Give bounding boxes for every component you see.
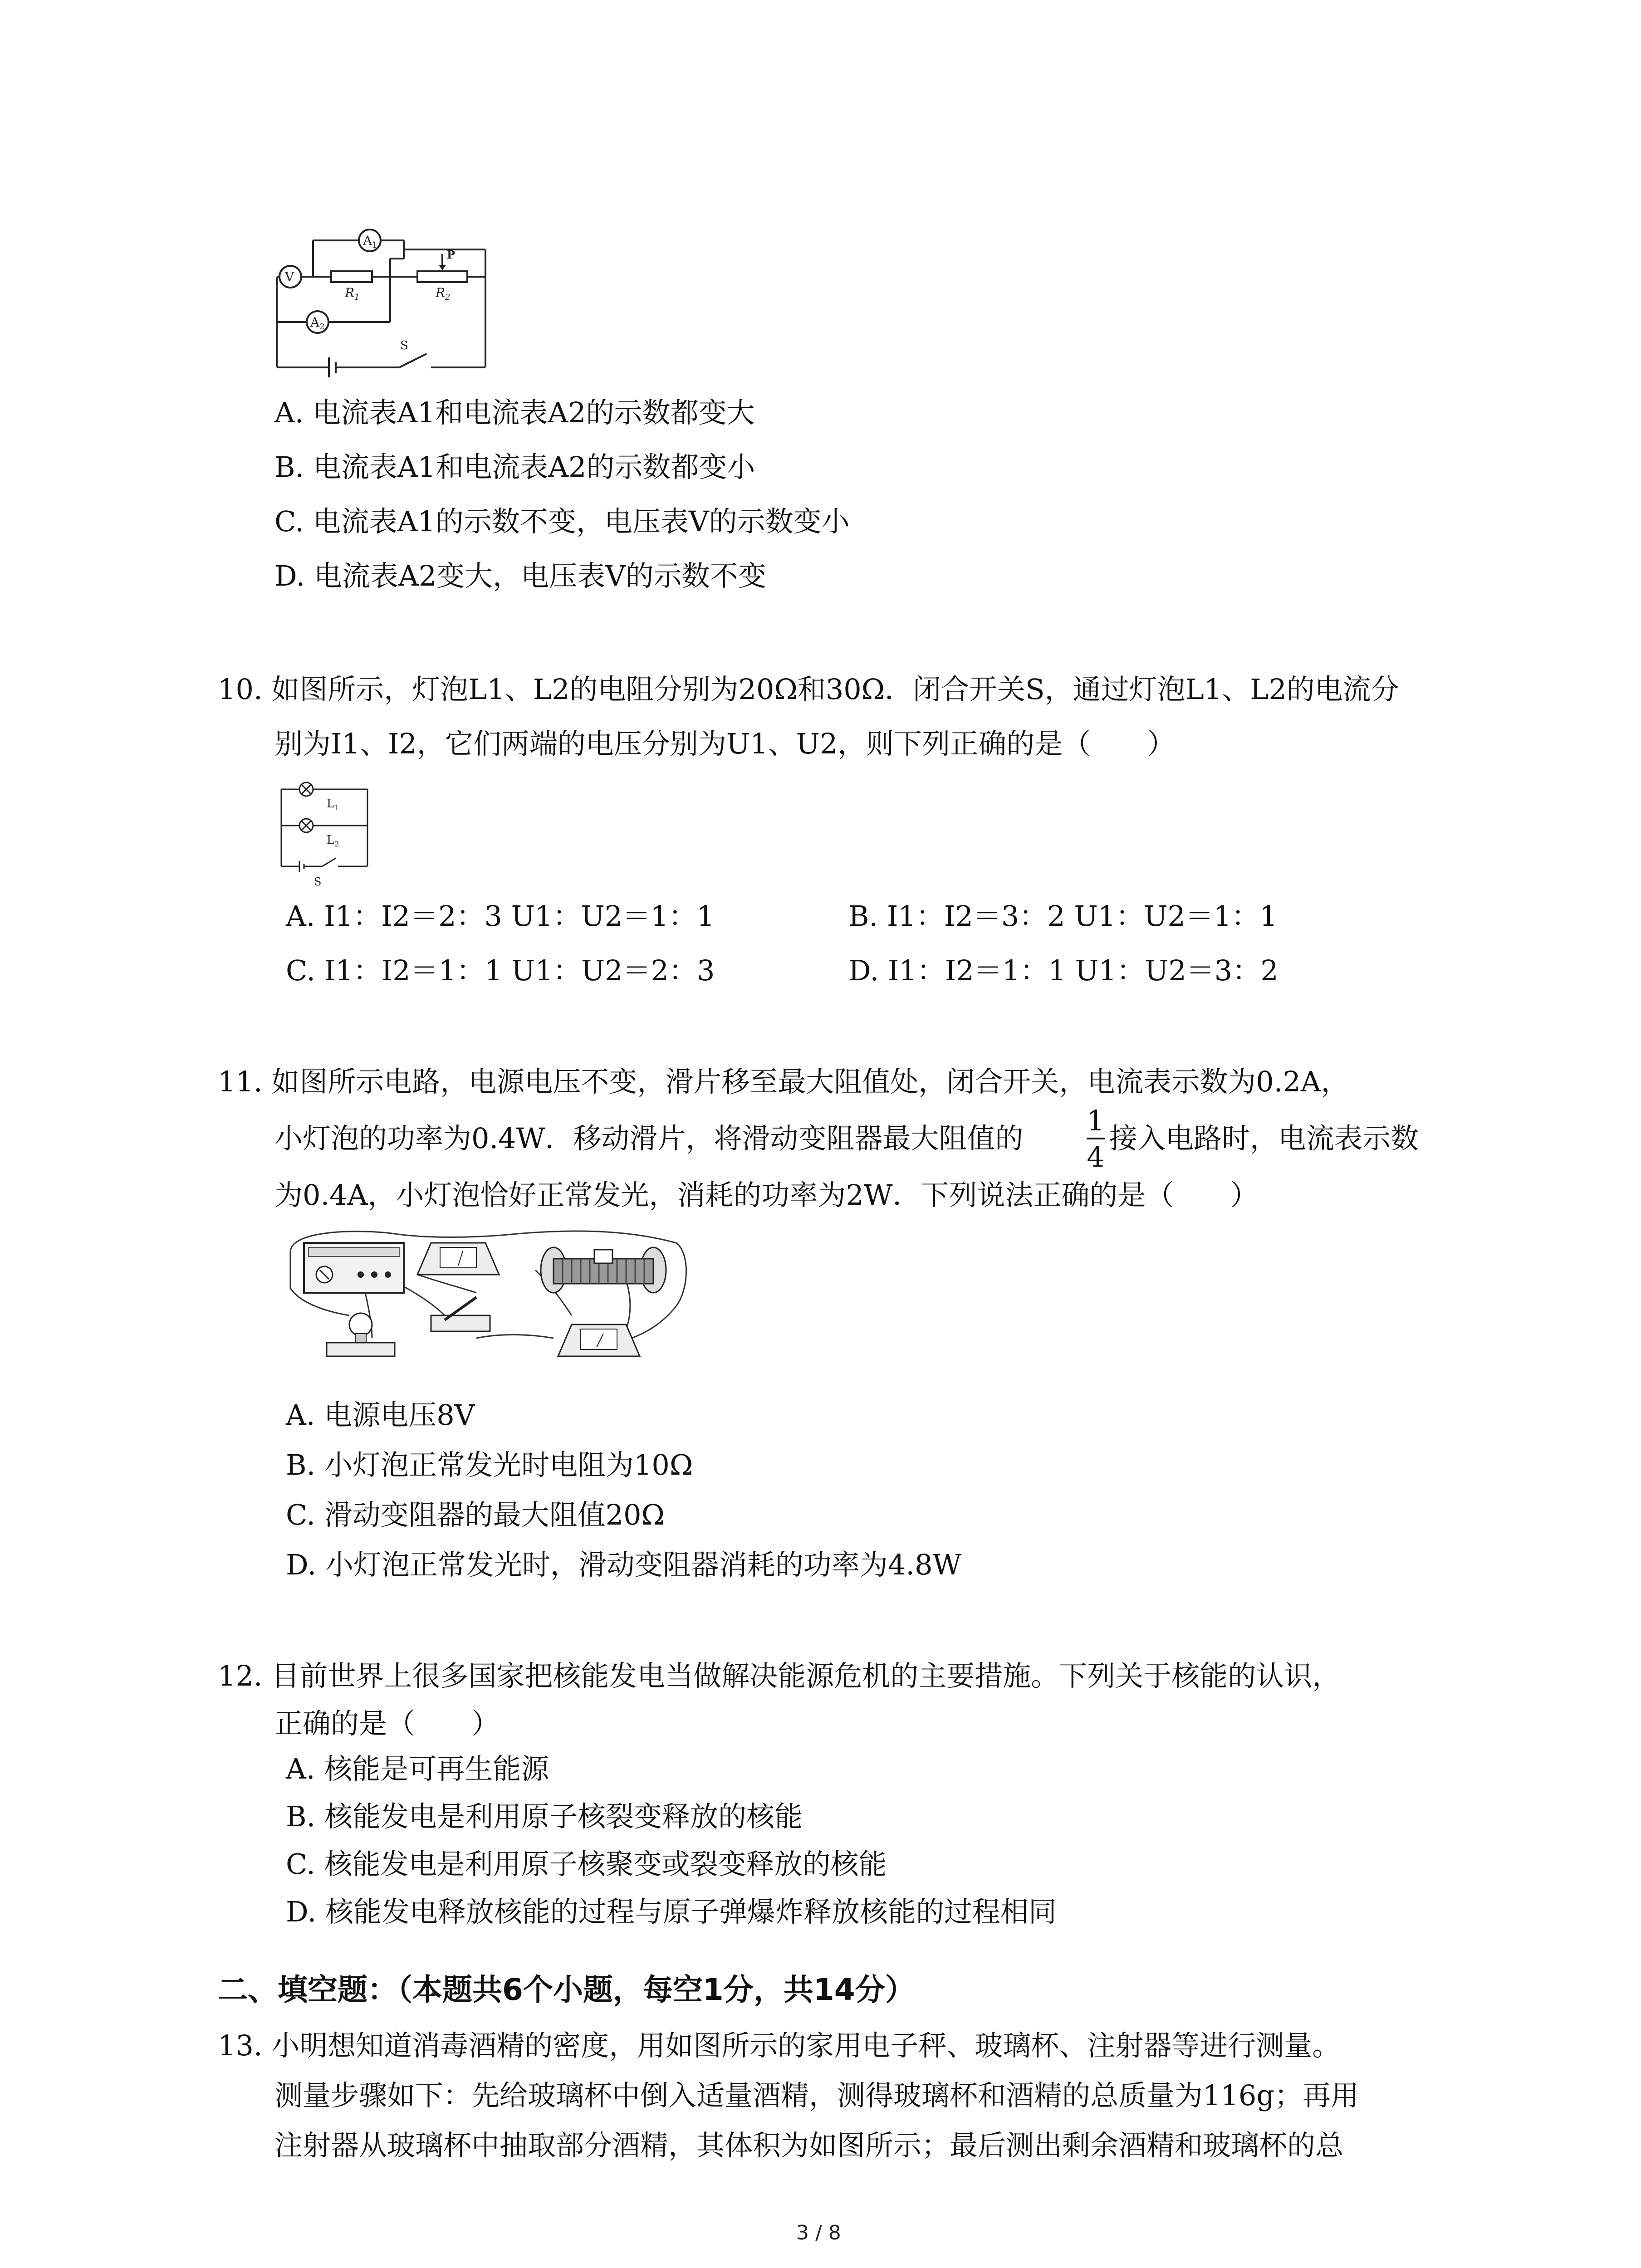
q12-option-c: C. 核能发电是利用原子核聚变或裂变释放的核能 xyxy=(286,1848,887,1881)
q11-fraction-bar xyxy=(1087,1138,1105,1139)
q12-stem-line1: 12. 目前世界上很多国家把核能发电当做解决能源危机的主要措施。下列关于核能的认识， xyxy=(218,1659,1341,1692)
rheostat-icon xyxy=(541,1247,666,1293)
voltmeter-icon xyxy=(417,1243,499,1275)
label-a2: $A_2$ xyxy=(310,315,325,332)
section-heading: 二、填空题：（本题共6个小题，每空1分，共14分） xyxy=(218,1972,915,2007)
q10-stem-line2: 别为I1、I2，它们两端的电压分别为U1、U2，则下列正确的是（ ） xyxy=(274,727,1176,760)
q10-option-c: C. I1：I2＝1：1 U1：U2＝2：3 xyxy=(286,954,715,987)
bulb-icon xyxy=(327,1313,395,1356)
label-l1: $L_1$ xyxy=(327,797,339,812)
q10-option-b: B. I1：I2＝3：2 U1：U2＝1：1 xyxy=(848,899,1278,933)
q9-circuit-diagram xyxy=(268,218,504,381)
q11-fraction-numerator: 1 xyxy=(1087,1104,1105,1137)
q11-fraction-denominator: 4 xyxy=(1087,1140,1105,1173)
q11-apparatus-picture xyxy=(281,1225,690,1388)
power-supply-icon xyxy=(304,1243,404,1293)
q13-stem-line2: 测量步骤如下：先给玻璃杯中倒入适量酒精，测得玻璃杯和酒精的总质量为116g；再用 xyxy=(274,2079,1359,2112)
q13-stem-line1: 13. 小明想知道消毒酒精的密度，用如图所示的家用电子秤、玻璃杯、注射器等进行测量。 xyxy=(218,2029,1341,2062)
page-number: 3 / 8 xyxy=(796,2221,841,2244)
label-v: V xyxy=(285,269,294,284)
q12-option-a: A. 核能是可再生能源 xyxy=(286,1752,549,1785)
q11-option-a: A. 电源电压8V xyxy=(286,1398,475,1432)
q10-option-d: D. I1：I2＝1：1 U1：U2＝3：2 xyxy=(848,954,1279,987)
q9-option-d: D. 电流表A2变大，电压表V的示数不变 xyxy=(274,559,766,592)
q11-stem-line1: 11. 如图所示电路，电源电压不变，滑片移至最大阻值处，闭合开关，电流表示数为0.2A， xyxy=(218,1065,1349,1098)
label-l2: $L_2$ xyxy=(327,833,339,848)
q9-option-a: A. 电流表A1和电流表A2的示数都变大 xyxy=(274,396,755,429)
label-p: P xyxy=(447,248,456,261)
q10-circuit-diagram xyxy=(272,780,381,889)
ammeter-icon xyxy=(558,1325,640,1356)
q12-option-d: D. 核能发电释放核能的过程与原子弹爆炸释放核能的过程相同 xyxy=(286,1895,1057,1928)
q12-option-b: B. 核能发电是利用原子核裂变释放的核能 xyxy=(286,1800,803,1833)
q10-option-a: A. I1：I2＝2：3 U1：U2＝1：1 xyxy=(286,899,715,933)
q11-option-b: B. 小灯泡正常发光时电阻为10Ω xyxy=(286,1448,693,1481)
switch-icon xyxy=(431,1297,490,1331)
q11-stem-line2b: 接入电路时，电流表示数 xyxy=(1109,1122,1419,1155)
q10-stem-line1: 10. 如图所示，灯泡L1、L2的电阻分别为20Ω和30Ω．闭合开关S，通过灯泡L1、L2的电流分 xyxy=(218,673,1399,706)
label-r1: $R_1$ xyxy=(345,285,360,302)
label-s: S xyxy=(400,339,408,352)
q11-option-d: D. 小灯泡正常发光时，滑动变阻器消耗的功率为4.8W xyxy=(286,1548,962,1581)
label-a1: $A_1$ xyxy=(363,233,377,250)
label-r2: $R_2$ xyxy=(436,285,451,302)
q13-stem-line3: 注射器从玻璃杯中抽取部分酒精，其体积为如图所示；最后测出剩余酒精和玻璃杯的总 xyxy=(274,2129,1344,2162)
q9-option-c: C. 电流表A1的示数不变，电压表V的示数变小 xyxy=(274,505,850,538)
q11-stem-line2a: 小灯泡的功率为0.4W．移动滑片，将滑动变阻器最大阻值的 xyxy=(274,1122,1024,1155)
q11-option-c: C. 滑动变阻器的最大阻值20Ω xyxy=(286,1498,665,1531)
q9-option-b: B. 电流表A1和电流表A2的示数都变小 xyxy=(274,450,755,484)
label-s: S xyxy=(314,875,322,888)
q11-stem-line3: 为0.4A，小灯泡恰好正常发光，消耗的功率为2W．下列说法正确的是（ ） xyxy=(274,1178,1259,1212)
q12-stem-line2: 正确的是（ ） xyxy=(274,1707,500,1740)
